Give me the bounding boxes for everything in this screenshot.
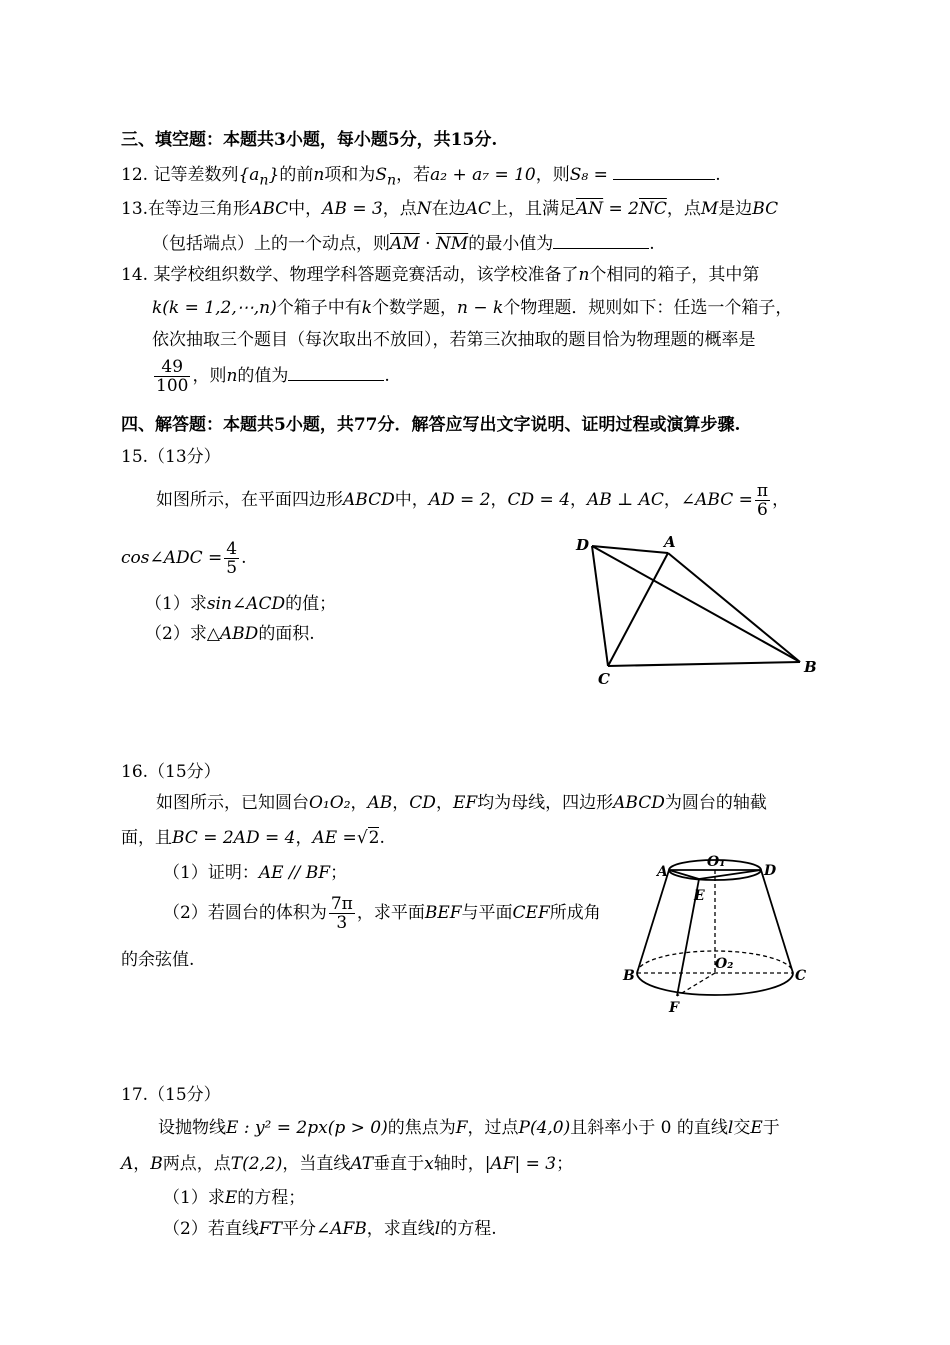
- q17-line2: A，B两点，点T(2,2)，当直线AT垂直于x轴时，|AF| = 3；: [121, 1154, 574, 1174]
- q12-s8: S₈ =: [569, 165, 608, 185]
- vector-nc: $\overline{NC}$: [638, 199, 667, 219]
- question-14-line1: 14. 某学校组织数学、物理学科答题竞赛活动，该学校准备了n个相同的箱子，其中第: [121, 265, 760, 285]
- q12-answer-blank[interactable]: [613, 161, 715, 180]
- q17-heading: 17.（15分）: [121, 1085, 221, 1105]
- q15-angle-frac: $\frac{\pi}{6}$: [756, 481, 769, 520]
- q14-answer-blank[interactable]: [288, 362, 384, 381]
- q12-text: ，则: [535, 165, 570, 185]
- vector-am: $\overline{AM}$: [390, 234, 420, 254]
- fig16-label-c: C: [795, 968, 807, 984]
- q16-line1: 如图所示，已知圆台O₁O₂，AB，CD，EF均为母线，四边形ABCD为圆台的轴截: [156, 793, 767, 813]
- q14-fraction: $\frac{49}{100}$: [156, 357, 189, 396]
- section-4-header: 四、解答题：本题共5小题，共77分．解答应写出文字说明、证明过程或演算步骤.: [121, 415, 741, 435]
- q13-answer-blank[interactable]: [553, 230, 649, 249]
- q16-part2-cont: 的余弦值.: [121, 950, 195, 970]
- fig16-label-a: A: [657, 864, 668, 880]
- q17-part2: （2）若直线FT平分∠AFB，求直线l的方程.: [163, 1219, 497, 1239]
- q16-volume-frac: $\frac{7\pi}{3}$: [330, 894, 353, 933]
- q14-number: 14.: [121, 265, 149, 285]
- q16-frustum-figure: [615, 850, 815, 1020]
- q17-line1: 设抛物线E : y² = 2px(p > 0)的焦点为F，过点P(4,0)且斜率小于 0 的直线l交E于: [158, 1118, 780, 1138]
- vector-nm: $\overline{NM}$: [435, 234, 469, 254]
- q16-part1: （1）证明：AE // BF；: [163, 863, 348, 883]
- fig16-label-o2: O₂: [715, 956, 734, 972]
- vector-an: $\overline{AN}$: [575, 199, 604, 219]
- q13-number: 13.: [121, 199, 149, 219]
- q12-n: n: [313, 165, 325, 185]
- fig16-label-o1: O₁: [707, 854, 726, 870]
- q17-part1: （1）求E的方程；: [163, 1188, 306, 1208]
- fig16-label-b: B: [623, 968, 635, 984]
- section-3-header: 三、填空题：本题共3小题，每小题5分，共15分.: [121, 130, 498, 150]
- question-14-line4: $\frac{49}{100}$ ，则n的值为 .: [156, 357, 390, 396]
- q15-part1: （1）求sin∠ACD的值；: [145, 594, 337, 614]
- q15-cos-frac: $\frac{4}{5}$: [226, 539, 238, 578]
- question-13-line1: 13.在等边三角形ABC中，AB = 3，点N在边AC上，且满足$\overline{AN} = 2\overline{NC}$，点M是边BC: [121, 199, 779, 219]
- q12-number: 12.: [121, 165, 149, 185]
- fig16-label-d: D: [764, 863, 777, 879]
- q12-text: 的前: [279, 165, 314, 185]
- fig16-label-e: E: [694, 888, 705, 904]
- q12-seq: $\{a_n\}$: [238, 165, 280, 189]
- question-13-line2: （包括端点）上的一个动点，则$\overline{AM} \cdot \overline{NM}$的最小值为 .: [152, 230, 655, 256]
- q15-quadrilateral-figure: [570, 530, 830, 690]
- q15-line2: cos∠ADC = $\frac{4}{5}$ .: [121, 539, 247, 578]
- question-14-line3: 依次抽取三个题目（每次取出不放回），若第三次抽取的题目恰为物理题的概率是: [152, 330, 756, 350]
- fig15-label-d: D: [576, 536, 590, 554]
- q15-line1: 如图所示，在平面四边形ABCD中，AD = 2，CD = 4，AB ⊥ AC，∠ABC = $\frac{\pi}{6}$ ，: [156, 481, 790, 520]
- q12-sn: $S_n$: [375, 165, 397, 189]
- q12-condition: a₂ + a₇ = 10: [430, 165, 536, 185]
- q16-line2: 面，且BC = 2AD = 4，AE =√2.: [121, 828, 385, 848]
- question-12: 12. 记等差数列$\{a_n\}$的前n项和为$S_n$，若a₂ + a₇ = 10，则S₈ = .: [121, 161, 721, 192]
- fig15-label-a: A: [664, 533, 676, 551]
- q15-part2: （2）求△ABD的面积.: [145, 624, 315, 644]
- fig15-label-c: C: [598, 670, 610, 688]
- q12-text: ，若: [396, 165, 431, 185]
- question-14-line2: k(k = 1,2,⋯,n)个箱子中有k个数学题，n − k个物理题．规则如下：任选一个箱子，: [152, 298, 793, 318]
- q12-text: 记等差数列: [153, 165, 239, 185]
- q16-part2: （2）若圆台的体积为 $\frac{7\pi}{3}$ ，求平面BEF与平面CEF所成角: [163, 894, 601, 933]
- q16-heading: 16.（15分）: [121, 762, 221, 782]
- fig15-label-b: B: [804, 658, 817, 676]
- fig16-label-f: F: [669, 1000, 679, 1016]
- q15-heading: 15.（13分）: [121, 447, 221, 467]
- q12-text: 项和为: [324, 165, 376, 185]
